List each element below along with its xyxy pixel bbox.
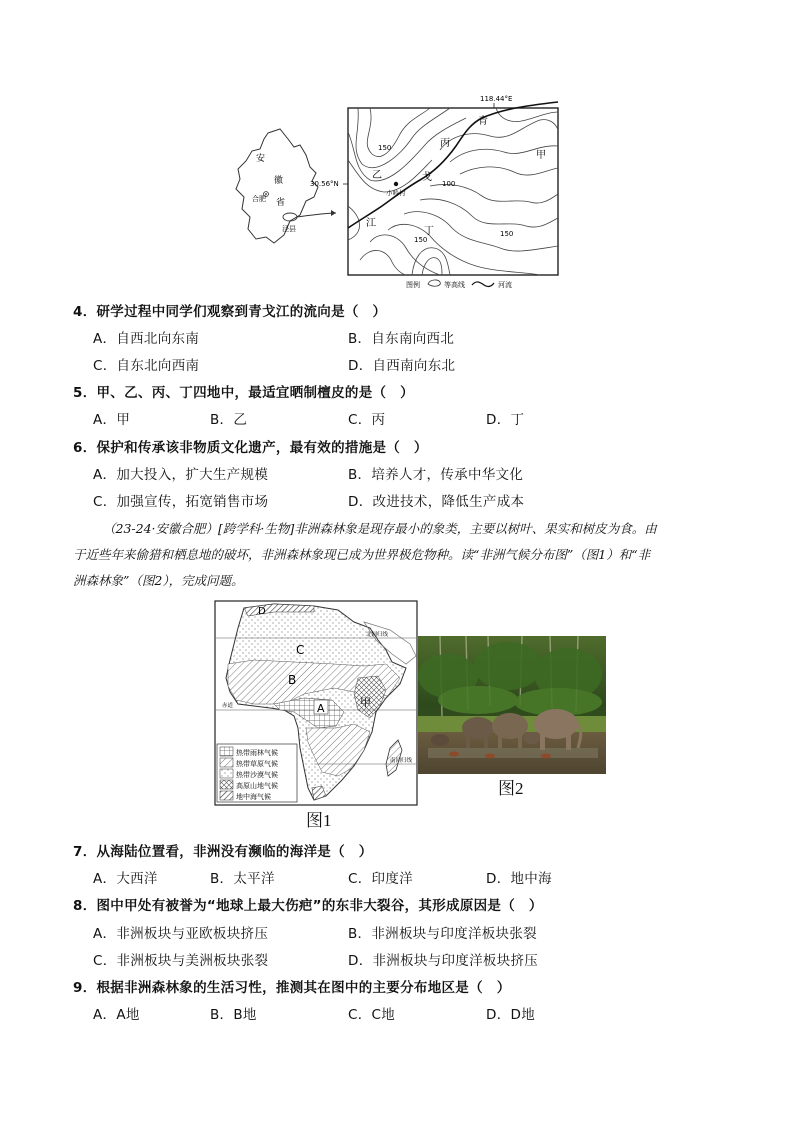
q5-option-c[interactable]: C．丙 [348, 412, 386, 428]
legend-river-symbol [472, 282, 494, 287]
capital-label: 合肥 [252, 195, 266, 203]
province-char-3: 省 [276, 198, 286, 208]
longitude-label: 118.44°E [480, 95, 513, 103]
forest-elephant-photo [418, 636, 606, 774]
province-char-1: 安 [256, 154, 266, 164]
south-tropic-label: 南回归线 [390, 758, 413, 764]
qingge-river [348, 102, 558, 228]
contour-line [370, 235, 440, 275]
place-jia: 甲 [536, 150, 546, 161]
passage-line: 于近些年来偷猎和栖息地的破坏，非洲森林象现已成为世界极危物种。读“非洲气候分布图”（图1）和“非 [73, 547, 651, 562]
place-jiang: 江 [366, 218, 376, 229]
question-4: 4．研学过程中同学们观察到青戈江的流向是（ ） [73, 304, 387, 320]
q6-option-a[interactable]: A．加大投入，扩大生产规模 [93, 467, 269, 483]
label-d: D [258, 606, 266, 617]
elephant-leg [566, 730, 571, 750]
contour-value: 150 [414, 236, 428, 244]
legend-swatch-savanna [220, 758, 233, 767]
legend-swatch-rainforest [220, 747, 233, 756]
legend-label: 高原山地气候 [236, 782, 278, 790]
q4-option-a[interactable]: A．自西北向东南 [93, 331, 200, 347]
legend-swatch-highland [220, 780, 233, 789]
q4-option-d[interactable]: D．自西南向东北 [348, 358, 456, 374]
contour-value: 150 [500, 230, 514, 238]
elephant-leg [540, 730, 545, 750]
question-9: 9．根据非洲森林象的生活习性，推测其在图中的主要分布地区是（ ） [73, 980, 511, 996]
elephant [492, 713, 528, 739]
q7-option-b[interactable]: B．太平洋 [210, 871, 275, 887]
passage [73, 516, 723, 594]
q5-option-a[interactable]: A．甲 [93, 412, 131, 428]
elephant-leg [518, 732, 522, 748]
q7-option-a[interactable]: A．大西洋 [93, 871, 158, 887]
legend-contour-symbol [428, 280, 440, 286]
contour-line [348, 118, 466, 181]
africa-climate-map [214, 600, 418, 806]
label-jia: 甲 [360, 696, 371, 709]
q4-option-c[interactable]: C．自东北向西南 [93, 358, 200, 374]
q9-option-b[interactable]: B．B地 [210, 1007, 257, 1023]
village-dot [394, 182, 398, 186]
contour-line [460, 167, 558, 175]
elephant-leg [484, 734, 488, 748]
contour-line [360, 250, 406, 275]
q7-option-c[interactable]: C．印度洋 [348, 871, 413, 887]
equator-label: 赤道 [222, 703, 234, 709]
contour-line [440, 120, 558, 150]
elephant-calf [524, 732, 540, 744]
q4-option-b[interactable]: B．自东南向西北 [348, 331, 455, 347]
place-bing: 丙 [440, 138, 450, 149]
question-7: 7．从海陆位置看，非洲没有濒临的海洋是（ ） [73, 844, 373, 860]
contour-map [300, 90, 570, 290]
county-outline [283, 213, 297, 221]
q5-option-d[interactable]: D．丁 [486, 412, 525, 428]
contour-line [348, 160, 432, 192]
q9-option-a[interactable]: A．A地 [93, 1007, 140, 1023]
legend-river-label: 河流 [498, 281, 512, 289]
legend-swatch-desert [220, 769, 233, 778]
place-yi: 乙 [372, 170, 382, 181]
elephant-calf [431, 734, 449, 746]
label-b: B [288, 673, 297, 687]
q6-option-b[interactable]: B．培养人才，传承中华文化 [348, 467, 524, 483]
elephant-leg [498, 732, 502, 748]
place-ding: 丁 [424, 226, 434, 237]
county-label: 泾县 [282, 225, 296, 233]
legend-label: 热带沙漠气候 [236, 771, 278, 779]
question-6: 6．保护和传承该非物质文化遗产，最有效的措施是（ ） [73, 440, 428, 456]
q5-option-b[interactable]: B．乙 [210, 412, 248, 428]
label-c: C [296, 643, 305, 657]
contour-line [348, 206, 360, 240]
contour-line [356, 108, 450, 168]
q6-option-d[interactable]: D．改进技术，降低生产成本 [348, 494, 525, 510]
contour-line [388, 224, 540, 275]
legend-label: 热带雨林气候 [236, 749, 278, 757]
legend-label: 热带草原气候 [236, 760, 278, 768]
q9-option-d[interactable]: D．D地 [486, 1007, 535, 1023]
legend-contour-label: 等高线 [444, 281, 465, 289]
village-label: 小岭村 [386, 189, 406, 197]
contour-value: 150 [378, 144, 392, 152]
legend-prefix: 图例 [406, 281, 420, 289]
q7-option-d[interactable]: D．地中海 [486, 871, 552, 887]
passage-line: 洲森林象”（图2），完成问题。 [73, 573, 244, 588]
legend-swatch-mediterranean [220, 791, 233, 800]
north-tropic-label: 北回归线 [366, 632, 389, 638]
q8-option-a[interactable]: A．非洲板块与亚欧板块挤压 [93, 926, 269, 942]
q8-option-d[interactable]: D．非洲板块与印度洋板块挤压 [348, 953, 539, 969]
q8-option-b[interactable]: B．非洲板块与印度洋板块张裂 [348, 926, 537, 942]
question-5: 5．甲、乙、丙、丁四地中，最适宜晒制檀皮的是（ ） [73, 385, 414, 401]
latitude-label: 30.56°N [310, 180, 339, 188]
passage-line: （23-24·安徽合肥）[跨学科·生物]非洲森林象是现存最小的象类，主要以树叶、果实和树皮为食。由 [103, 521, 657, 536]
place-ge: 戈 [422, 172, 432, 183]
place-qing: 青 [478, 116, 488, 127]
label-a: A [317, 702, 325, 715]
contour-line [422, 258, 442, 275]
figure-1-caption: 图1 [306, 811, 332, 830]
province-char-2: 徽 [274, 176, 284, 186]
figure-2-caption: 图2 [498, 779, 524, 798]
q9-option-c[interactable]: C．C地 [348, 1007, 396, 1023]
legend-label: 地中海气候 [236, 793, 271, 801]
elephant-leg [466, 734, 470, 748]
question-8: 8．图中甲处有被誉为“地球上最大伤疤”的东非大裂谷，其形成原因是（ ） [73, 898, 543, 914]
q6-option-c[interactable]: C．加强宣传，拓宽销售市场 [93, 494, 269, 510]
contour-value: 100 [442, 180, 456, 188]
q8-option-c[interactable]: C．非洲板块与美洲板块张裂 [93, 953, 269, 969]
